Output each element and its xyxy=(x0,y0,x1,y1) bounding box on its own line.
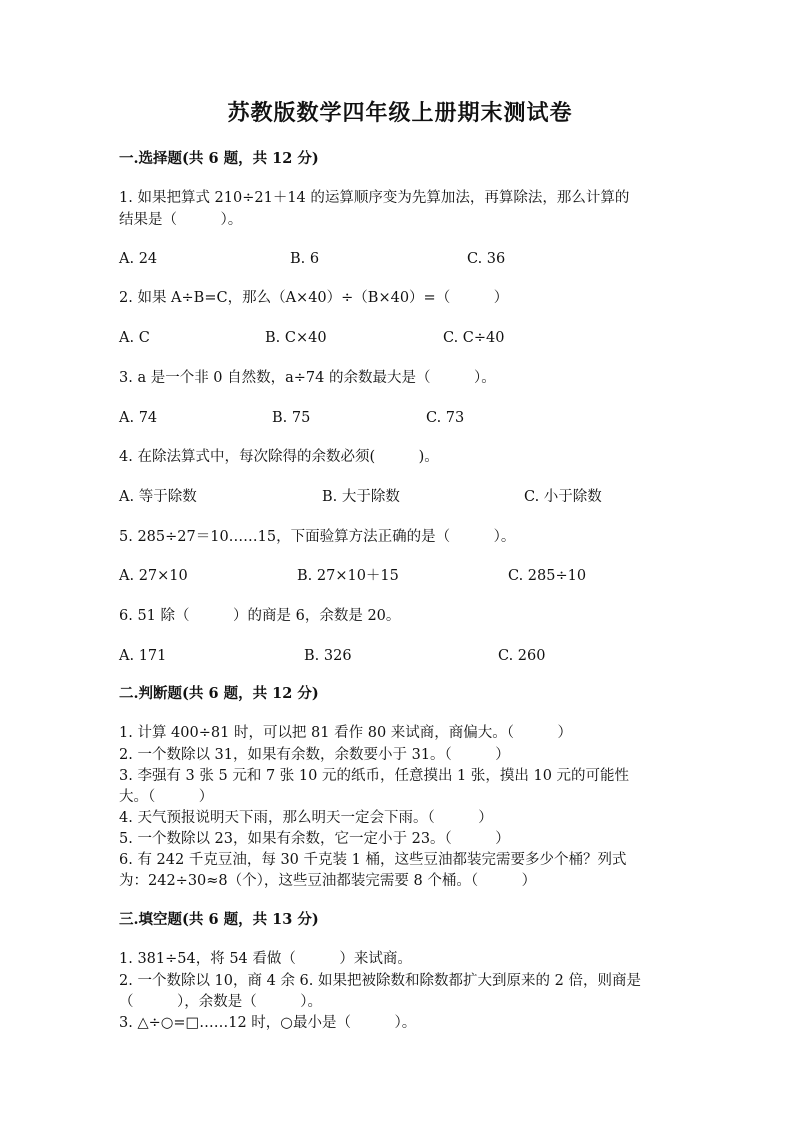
question-line: 1. 381÷54，将 54 看做（ ）来试商。 xyxy=(119,951,412,967)
option-b: B. 大于除数 xyxy=(322,489,400,505)
option-b: B. 27×10＋15 xyxy=(297,568,399,584)
option-c: C. 73 xyxy=(426,410,465,426)
option-a: A. 74 xyxy=(119,410,158,426)
question-line: 2. 如果 A÷B=C，那么（A×40）÷（B×40）=（ ） xyxy=(119,290,509,306)
question-line: 3. △÷○=□……12 时，○最小是（ ）。 xyxy=(119,1015,417,1031)
question-line: 6. 有 242 千克豆油，每 30 千克装 1 桶，这些豆油都装完需要多少个桶？列式 xyxy=(119,852,627,868)
option-a: A. 27×10 xyxy=(119,568,188,584)
exam-title: 苏教版数学四年级上册期末测试卷 xyxy=(227,100,573,126)
question-line: 3. 李强有 3 张 5 元和 7 张 10 元的纸币，任意摸出 1 张，摸出 10 元的可能性 xyxy=(119,768,630,784)
question-line: 5. 一个数除以 23，如果有余数，它一定小于 23。（ ） xyxy=(119,831,510,847)
option-b: B. 326 xyxy=(304,648,352,664)
option-a: A. C xyxy=(119,330,150,346)
question-line: 2. 一个数除以 31，如果有余数，余数要小于 31。（ ） xyxy=(119,747,510,763)
question-line: 1. 计算 400÷81 时，可以把 81 看作 80 来试商，商偏大。（ ） xyxy=(119,725,573,741)
question-line: 4. 天气预报说明天下雨，那么明天一定会下雨。（ ） xyxy=(119,810,493,826)
question-line: 大。（ ） xyxy=(119,789,214,805)
option-b: B. C×40 xyxy=(265,330,327,346)
option-c: C. C÷40 xyxy=(443,330,505,346)
question-line: 结果是（ ）。 xyxy=(119,212,243,228)
question-line: 为：242÷30≈8（个），这些豆油都装完需要 8 个桶。（ ） xyxy=(119,873,537,889)
question-line: 1. 如果把算式 210÷21＋14 的运算顺序变为先算加法，再算除法，那么计算的 xyxy=(119,190,630,206)
option-a: A. 等于除数 xyxy=(119,489,197,505)
question-line: 2. 一个数除以 10，商 4 余 6. 如果把被除数和除数都扩大到原来的 2 倍，则商是 xyxy=(119,973,641,989)
question-line: 6. 51 除（ ）的商是 6，余数是 20。 xyxy=(119,608,401,624)
option-c: C. 260 xyxy=(498,648,546,664)
option-a: A. 171 xyxy=(119,648,167,664)
option-a: A. 24 xyxy=(119,251,158,267)
question-line: 4. 在除法算式中，每次除得的余数必须( )。 xyxy=(119,449,439,465)
option-b: B. 6 xyxy=(290,251,320,267)
question-line: 3. a 是一个非 0 自然数，a÷74 的余数最大是（ ）。 xyxy=(119,370,496,386)
question-line: 5. 285÷27＝10……15，下面验算方法正确的是（ ）。 xyxy=(119,529,516,545)
question-line: （ ），余数是（ ）。 xyxy=(119,994,322,1010)
section-heading-judge: 二.判断题(共 6 题，共 12 分) xyxy=(119,685,319,702)
option-c: C. 285÷10 xyxy=(508,568,587,584)
section-heading-fill: 三.填空题(共 6 题，共 13 分) xyxy=(119,911,319,928)
option-b: B. 75 xyxy=(272,410,311,426)
option-c: C. 36 xyxy=(467,251,506,267)
section-heading-choice: 一.选择题(共 6 题，共 12 分) xyxy=(119,150,319,167)
option-c: C. 小于除数 xyxy=(524,489,602,505)
